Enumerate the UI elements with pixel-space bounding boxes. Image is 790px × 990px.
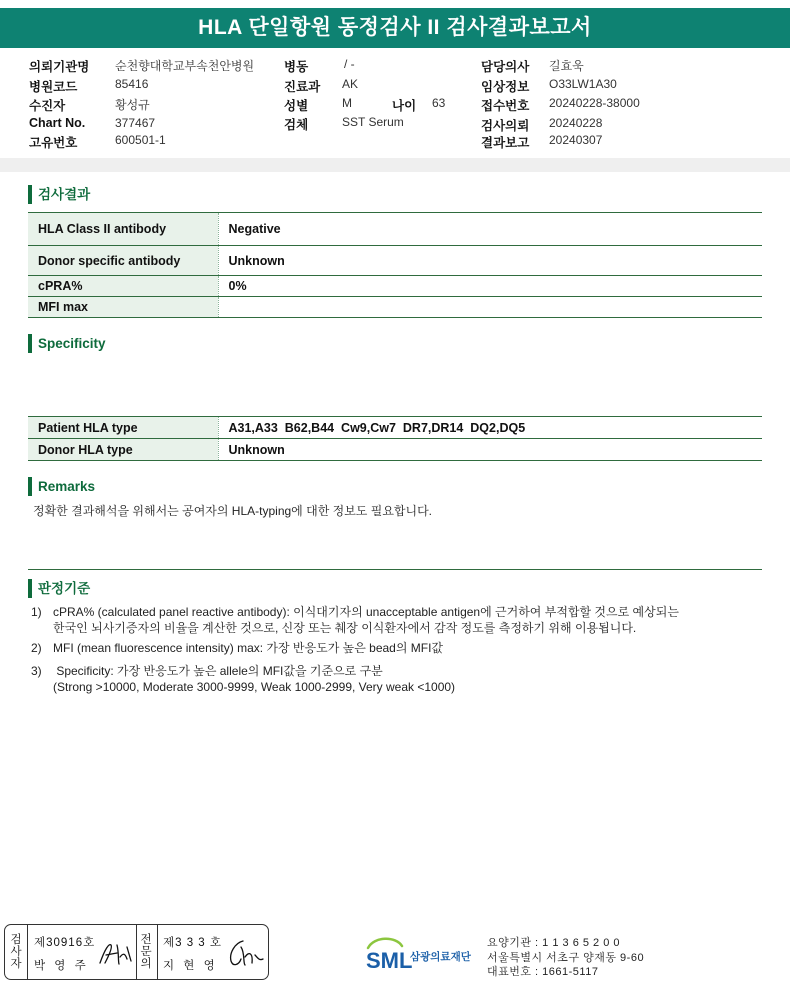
criteria-item — [31, 604, 771, 636]
criteria-line: cPRA% (calculated panel reactive antibody): 이식대기자의 unacceptable antigen에 근거하여 부적합할 것으로 예상되는 — [53, 605, 679, 619]
result-value — [218, 297, 762, 318]
chart-no-value: 377467 — [115, 116, 156, 130]
criteria-divider — [28, 569, 762, 570]
signature-mark — [225, 937, 265, 969]
divider — [136, 925, 137, 979]
unique-no-label: 고유번호 — [29, 136, 78, 150]
ward-label: 병동 — [284, 60, 309, 74]
patient-name-value: 황성규 — [115, 98, 150, 112]
signer-name: 지 현 영 — [163, 960, 218, 972]
age-label: 나이 — [392, 99, 417, 113]
results-table — [28, 212, 762, 318]
sex-label: 성별 — [284, 99, 309, 113]
result-value: Negative — [218, 213, 762, 246]
clinical-info-label: 임상정보 — [481, 80, 530, 94]
report-date-value: 20240307 — [549, 133, 603, 147]
hla-key: Donor HLA type — [28, 439, 218, 461]
department-label: 진료과 — [284, 80, 321, 94]
institution-code: 요양기관 : 1 1 3 6 5 2 0 0 — [487, 937, 621, 949]
table-row — [28, 213, 762, 246]
signer-license: 제3 3 3 호 — [163, 937, 222, 949]
unique-no-value: 600501-1 — [115, 133, 166, 147]
specificity-section-title: Specificity — [28, 334, 106, 353]
criteria-number: 2) — [31, 641, 42, 655]
result-key: cPRA% — [28, 276, 218, 297]
address: 서울특별시 서초구 양재동 9-60 — [487, 952, 645, 964]
request-date-label: 검사의뢰 — [481, 119, 530, 133]
results-section-title: 검사결과 — [28, 185, 90, 204]
hla-value: Unknown — [218, 439, 762, 461]
table-row — [28, 439, 762, 461]
sml-logo — [366, 932, 486, 976]
table-row — [28, 276, 762, 297]
remarks-section-title: Remarks — [28, 477, 95, 496]
result-key: HLA Class II antibody — [28, 213, 218, 246]
patient-info — [0, 54, 790, 158]
remarks-text: 정확한 결과해석을 위해서는 공여자의 HLA-typing에 대한 정보도 필요합니다. — [33, 504, 433, 518]
signer-role: 검 사 자 — [10, 934, 22, 970]
criteria-section-title: 판정기준 — [28, 579, 90, 598]
report-date-label: 결과보고 — [481, 136, 530, 150]
report-title: HLA 단일항원 동정검사 II 검사결과보고서 — [0, 8, 790, 48]
signature-mark — [97, 939, 133, 967]
criteria-number: 3) — [31, 664, 42, 678]
result-key: Donor specific antibody — [28, 246, 218, 276]
department-value: AK — [342, 77, 359, 91]
chart-no-label: Chart No. — [29, 116, 86, 130]
svg-text:삼광의료재단: 삼광의료재단 — [410, 951, 471, 963]
signer-license: 제30916호 — [34, 937, 96, 949]
hospital-code-value: 85416 — [115, 77, 149, 91]
criteria-item — [31, 663, 771, 695]
criteria-number: 1) — [31, 605, 42, 619]
institution-label: 의뢰기관명 — [29, 60, 90, 74]
hla-key: Patient HLA type — [28, 417, 218, 439]
result-value: Unknown — [218, 246, 762, 276]
request-date-value: 20240228 — [549, 116, 603, 130]
hla-value: A31,A33 B62,B44 Cw9,Cw7 DR7,DR14 DQ2,DQ5 — [218, 417, 762, 439]
top-margin — [0, 0, 790, 8]
divider — [27, 925, 28, 979]
institution-value: 순천향대학교부속천안병원 — [115, 59, 255, 73]
physician-value: 길효욱 — [549, 59, 584, 73]
criteria-line: Specificity: 가장 반응도가 높은 allele의 MFI값을 기준으로 구분 — [53, 664, 383, 678]
svg-text:SML: SML — [366, 948, 413, 973]
ward-value: / - — [344, 57, 355, 71]
criteria-item — [31, 640, 771, 656]
age-value: 63 — [432, 96, 446, 110]
signature-box — [4, 924, 269, 980]
specificity-table — [28, 416, 762, 461]
criteria-line: (Strong >10000, Moderate 3000-9999, Weak 1000-2999, Very weak <1000) — [53, 680, 456, 694]
hospital-code-label: 병원코드 — [29, 80, 78, 94]
phone-number: 대표번호 : 1661-5117 — [487, 966, 599, 978]
table-row — [28, 297, 762, 318]
result-key: MFI max — [28, 297, 218, 318]
patient-name-label: 수진자 — [29, 99, 66, 113]
criteria-line: 한국인 뇌사기증자의 비율을 계산한 것으로, 신장 또는 췌장 이식환자에서 감작 정도를 측정하기 위해 이용됩니다. — [53, 621, 637, 635]
receipt-no-value: 20240228-38000 — [549, 96, 640, 110]
specimen-label: 검체 — [284, 118, 309, 132]
signer-name: 박 영 주 — [34, 960, 89, 972]
receipt-no-label: 접수번호 — [481, 99, 530, 113]
divider — [157, 925, 158, 979]
signer-role: 전 문 의 — [140, 934, 152, 970]
separator-bar — [0, 158, 790, 172]
sex-value: M — [342, 96, 352, 110]
table-row — [28, 417, 762, 439]
table-row — [28, 246, 762, 276]
clinical-info-value: O33LW1A30 — [549, 77, 617, 91]
criteria-line: MFI (mean fluorescence intensity) max: 가장 반응도가 높은 bead의 MFI값 — [53, 641, 444, 655]
result-value: 0% — [218, 276, 762, 297]
physician-label: 담당의사 — [481, 60, 530, 74]
specimen-value: SST Serum — [342, 115, 404, 129]
